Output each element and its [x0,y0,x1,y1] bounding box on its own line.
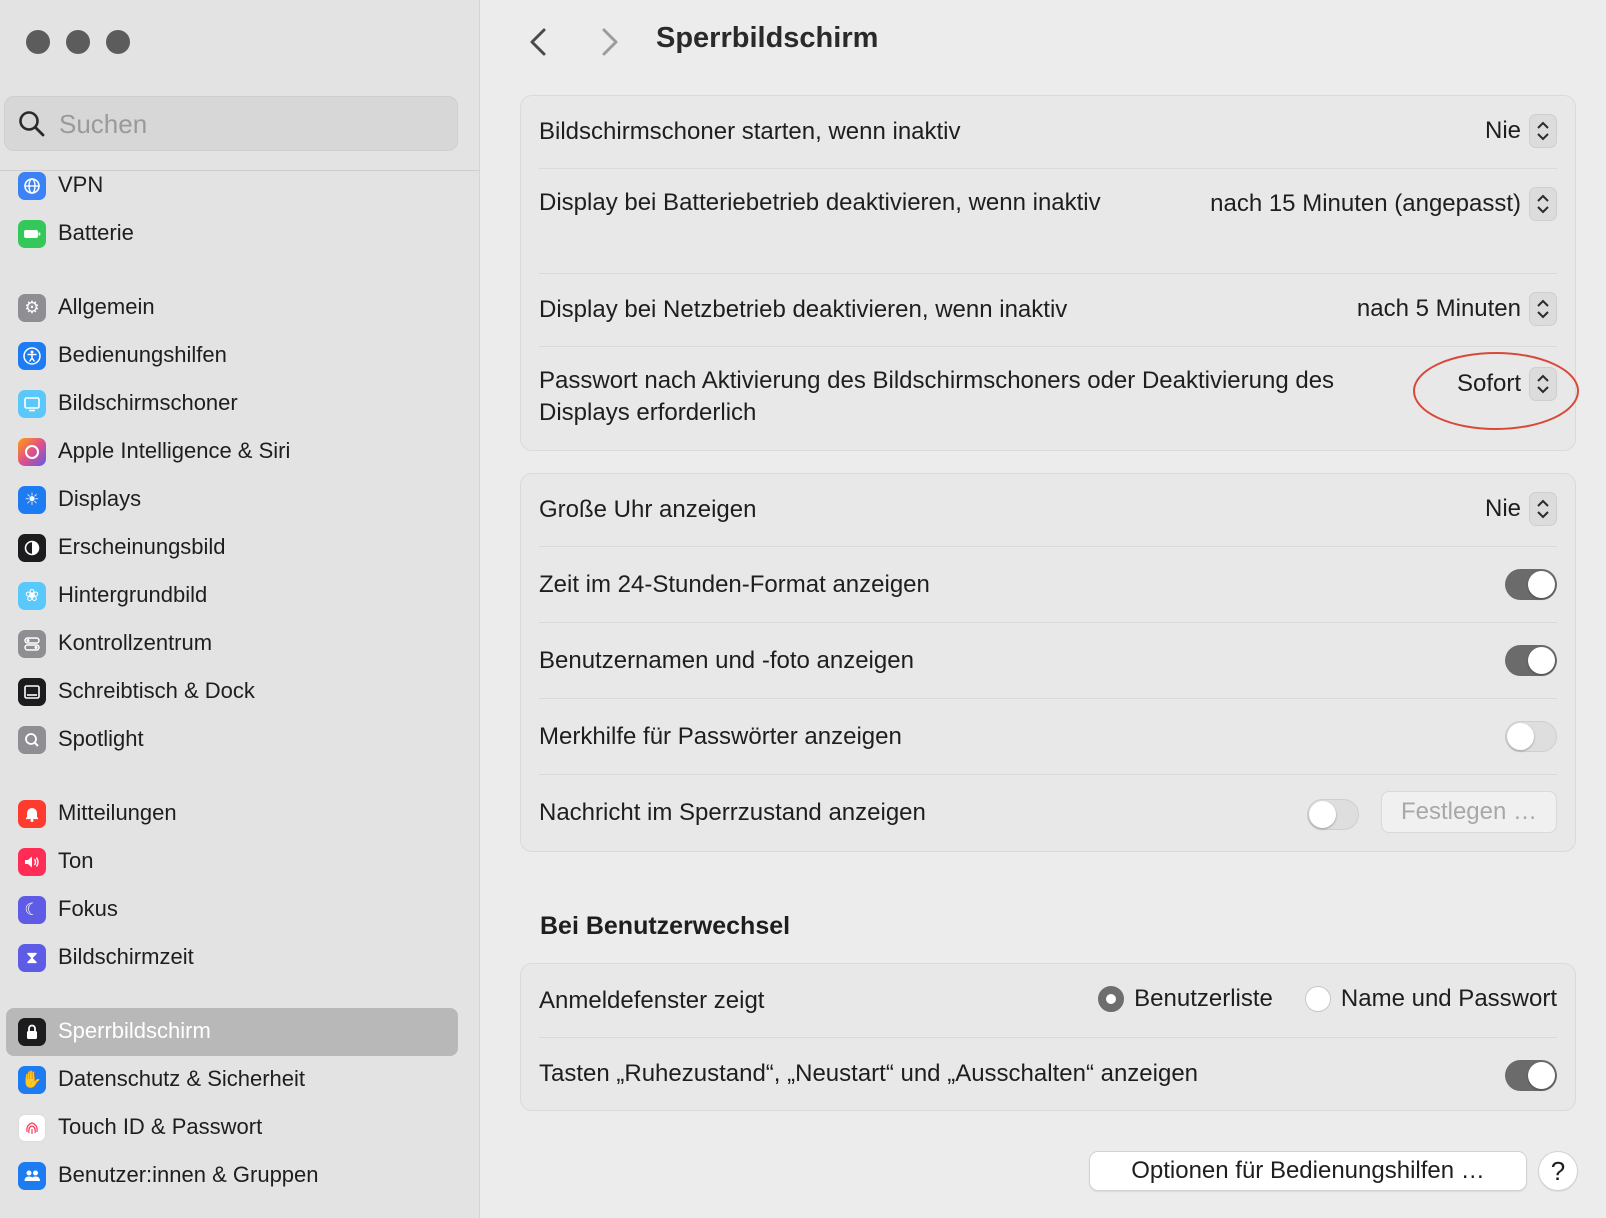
sidebar-item-bildschirmzeit[interactable] [6,934,458,982]
hourglass-icon: ⧗ [18,944,46,972]
sidebar-item-batterie[interactable] [6,210,458,258]
chevron-up-down-icon [1529,292,1557,326]
dock-icon [18,678,46,706]
24h-format-toggle[interactable] [1505,569,1557,600]
sidebar-item-label: Schreibtisch & Dock [58,678,255,703]
big-clock-popup[interactable] [1485,492,1557,526]
search-field[interactable] [4,96,458,151]
sidebar-item-label: Bildschirmschoner [58,390,238,415]
sidebar-item-mitteilungen[interactable] [6,790,458,838]
moon-icon: ☾ [18,896,46,924]
sidebar [0,0,480,1218]
toggle-knob [1528,647,1555,674]
screensaver-icon [18,390,46,418]
sidebar-item-label: Bedienungshilfen [58,342,227,367]
globe-icon [18,172,46,200]
sidebar-item-kontrollzentrum[interactable] [6,620,458,668]
sidebar-item-label: Erscheinungsbild [58,534,226,559]
set-message-button[interactable]: Festlegen … [1381,791,1557,833]
row-label: Display bei Batteriebetrieb deaktivieren, wenn inaktiv [539,189,1101,216]
control-center-icon [18,630,46,658]
radio-unselected-icon [1305,986,1331,1012]
fingerprint-icon [18,1114,46,1142]
magnifier-icon [18,726,46,754]
sidebar-item-sperrbildschirm[interactable] [6,1008,458,1056]
popup-value: Nie [1484,495,1521,522]
accessibility-icon [18,342,46,370]
radio-selected-icon [1098,986,1124,1012]
power-buttons-toggle[interactable] [1505,1060,1557,1091]
zoom-window-button[interactable] [106,30,130,54]
sidebar-item-label: Kontrollzentrum [58,630,213,655]
sidebar-item-label: Mitteilungen [58,800,177,825]
sidebar-item-label: Bildschirmzeit [58,944,194,969]
chevron-up-down-icon [1529,492,1557,526]
username-photo-toggle[interactable] [1505,645,1557,676]
big-clock-row [539,474,1557,547]
sidebar-item-schreibtisch-dock[interactable] [6,668,458,716]
sidebar-item-label: Hintergrundbild [58,582,208,607]
sidebar-item-erscheinungsbild[interactable] [6,524,458,572]
power-display-row [539,274,1557,347]
sidebar-item-fokus[interactable] [6,886,458,934]
sidebar-item-label: Fokus [58,896,118,921]
toggle-knob [1528,571,1555,598]
wallpaper-icon: ❀ [18,582,46,610]
sidebar-item-touch-id[interactable] [6,1104,458,1152]
sidebar-item-label: Datenschutz & Sicherheit [58,1066,306,1091]
window-controls [26,30,130,54]
battery-display-popup[interactable] [1210,187,1557,221]
appearance-icon [18,534,46,562]
forward-arrow-icon[interactable] [590,24,626,60]
sidebar-item-bedienungshilfen[interactable] [6,332,458,380]
login-window-radio-group [1098,985,1557,1013]
sidebar-item-label: Benutzer:innen & Gruppen [58,1162,319,1187]
row-label: Display bei Netzbetrieb deaktivieren, wenn inaktiv [539,296,1068,323]
chevron-up-down-icon [1529,114,1557,148]
sun-icon: ☀ [18,486,46,514]
toggle-knob [1507,723,1534,750]
sidebar-item-hintergrundbild[interactable] [6,572,458,620]
sidebar-item-allgemein[interactable] [6,284,458,332]
screensaver-start-popup[interactable] [1485,114,1557,148]
row-label: Merkhilfe für Passwörter anzeigen [539,723,902,750]
power-display-popup[interactable] [1357,292,1557,326]
section-heading: Bei Benutzerwechsel [540,912,791,940]
back-arrow-icon[interactable] [522,24,558,60]
siri-icon [18,438,46,466]
24h-format-row [539,547,1557,623]
accessibility-options-button[interactable]: Optionen für Bedienungshilfen … [1089,1151,1527,1191]
lockscreen-display-group [520,473,1576,852]
sidebar-item-label: Apple Intelligence & Siri [58,438,291,463]
sidebar-item-vpn[interactable] [6,162,458,210]
sidebar-item-label: Spotlight [58,726,144,751]
radio-label: Benutzerliste [1134,985,1273,1012]
screensaver-start-row [539,96,1557,169]
radio-label: Name und Passwort [1340,985,1557,1012]
sidebar-item-ton[interactable] [6,838,458,886]
close-window-button[interactable] [26,30,50,54]
row-label: Zeit im 24-Stunden-Format anzeigen [539,571,930,598]
toggle-knob [1528,1062,1555,1089]
row-label: Große Uhr anzeigen [539,496,757,523]
sidebar-item-label: Displays [58,486,142,511]
sidebar-item-bildschirmschoner[interactable] [6,380,458,428]
login-window-row [539,964,1557,1038]
sidebar-item-label: Touch ID & Passwort [58,1114,263,1139]
lock-icon [18,1018,46,1046]
gear-icon: ⚙ [18,294,46,322]
sidebar-item-displays[interactable] [6,476,458,524]
sidebar-item-label: Allgemein [58,294,155,319]
bell-icon [18,800,46,828]
sidebar-item-spotlight[interactable] [6,716,458,764]
popup-value: nach 5 Minuten [1356,295,1521,322]
help-button[interactable]: ? [1538,1151,1578,1191]
hand-icon: ✋ [18,1066,46,1094]
password-hint-row [539,699,1557,775]
sidebar-item-benutzer-gruppen[interactable] [6,1152,458,1200]
lock-message-toggle[interactable] [1307,799,1359,830]
row-label: Passwort nach Aktivierung des Bildschirmschoners oder Deaktivierung des Displays erforderlich [539,367,1335,426]
minimize-window-button[interactable] [66,30,90,54]
power-buttons-row [539,1038,1557,1112]
row-label: Anmeldefenster zeigt [539,987,765,1014]
row-label: Tasten „Ruhezustand“, „Neustart“ und „Ausschalten“ anzeigen [539,1060,1199,1087]
password-require-row [539,347,1557,452]
toggle-knob [1309,801,1336,828]
row-label: Benutzernamen und -foto anzeigen [539,647,914,674]
lock-message-row [539,775,1557,853]
username-photo-row [539,623,1557,699]
row-label: Bildschirmschoner starten, wenn inaktiv [539,118,961,145]
page-title: Sperrbildschirm [656,22,879,54]
popup-value: Sofort [1456,370,1521,397]
sidebar-item-label: Batterie [58,220,134,245]
sidebar-item-label: Sperrbildschirm [58,1018,211,1043]
chevron-up-down-icon [1529,187,1557,221]
highlight-ellipse [1410,348,1582,434]
sidebar-item-datenschutz[interactable] [6,1056,458,1104]
row-label: Nachricht im Sperrzustand anzeigen [539,799,926,826]
sidebar-item-label: VPN [58,172,104,197]
user-switch-group [520,963,1576,1111]
speaker-icon [18,848,46,876]
radio-name-password[interactable] [1305,985,1557,1013]
popup-value: Nie [1484,117,1521,144]
radio-user-list[interactable] [1098,985,1273,1013]
search-icon [17,109,47,139]
battery-icon [18,220,46,248]
popup-value: nach 15 Minuten (angepasst) [1210,190,1521,217]
sidebar-item-siri[interactable] [6,428,458,476]
main-pane [480,0,1606,1218]
password-hint-toggle[interactable] [1505,721,1557,752]
search-placeholder: Suchen [59,109,148,139]
battery-display-row [539,169,1557,274]
sidebar-item-label: Ton [58,848,94,873]
users-icon [18,1162,46,1190]
